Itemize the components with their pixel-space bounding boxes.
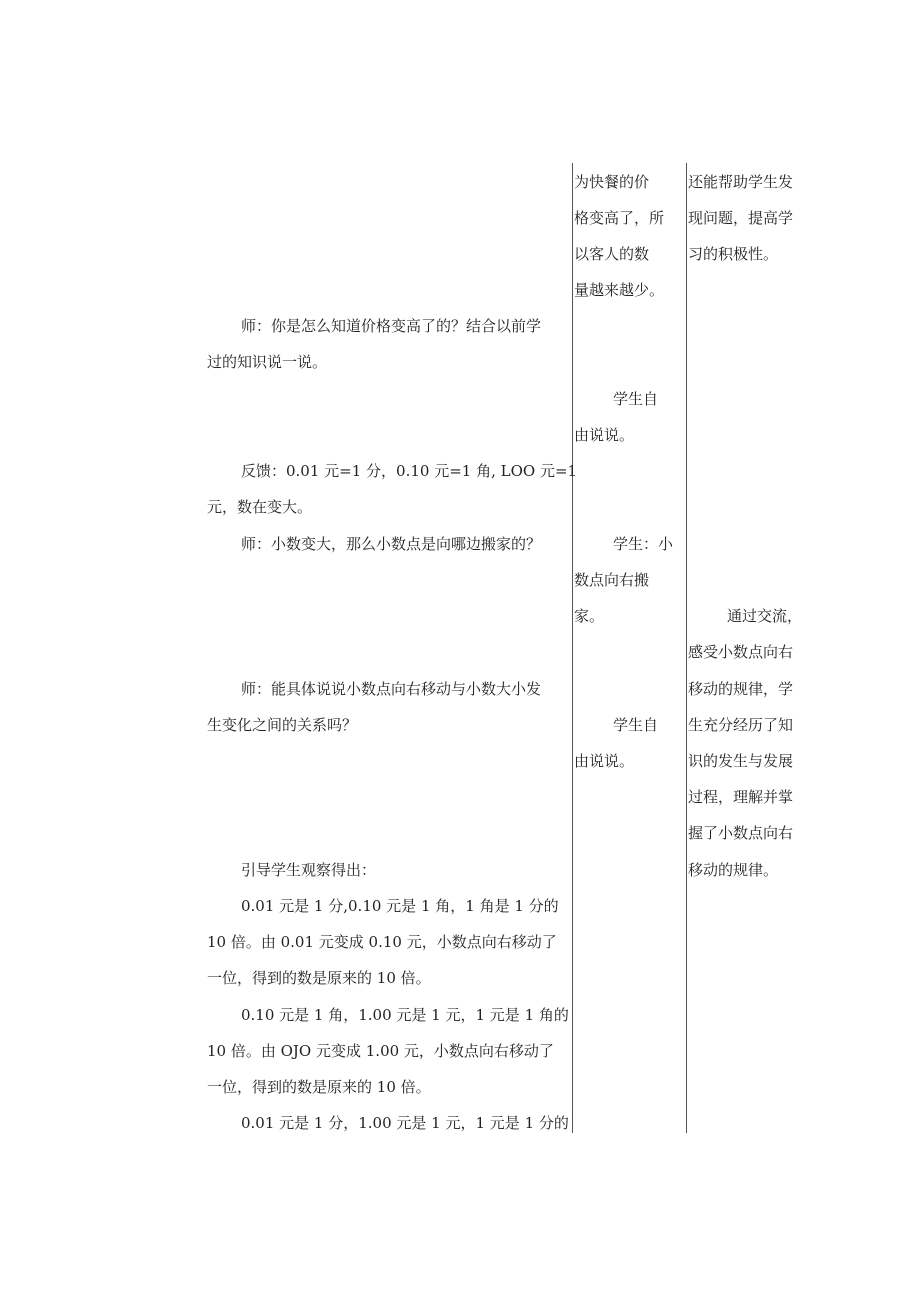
intent-line: 生充分经历了知 bbox=[688, 716, 794, 734]
teacher-line: 一位，得到的数是原来的 10 倍。 bbox=[207, 969, 431, 987]
teacher-line: 0.01 元是 1 分，1.00 元是 1 元，1 元是 1 分的 bbox=[241, 1114, 569, 1132]
intent-line: 移动的规律。 bbox=[688, 861, 779, 879]
intent-line: 通过交流， bbox=[727, 607, 803, 625]
student-line: 为快餐的价 bbox=[574, 173, 650, 191]
teacher-line: 0.01 元是 1 分,0.10 元是 1 角，1 角是 1 分的 bbox=[241, 897, 559, 915]
teacher-line: 一位，得到的数是原来的 10 倍。 bbox=[207, 1078, 431, 1096]
student-line: 以客人的数 bbox=[574, 245, 650, 263]
teacher-line: 师：小数变大，那么小数点是向哪边搬家的？ bbox=[241, 535, 542, 553]
intent-line: 还能帮助学生发 bbox=[688, 173, 794, 191]
intent-line: 识的发生与发展 bbox=[688, 752, 794, 770]
column-divider-left bbox=[572, 163, 573, 1133]
teacher-line: 过的知识说一说。 bbox=[207, 353, 328, 371]
intent-line: 过程，理解并掌 bbox=[688, 788, 794, 806]
student-line: 学生：小 bbox=[613, 535, 674, 553]
teacher-line: 反馈：0.01 元=1 分，0.10 元=1 角, LOO 元=1 bbox=[241, 462, 578, 480]
intent-line: 感受小数点向右 bbox=[688, 643, 794, 661]
intent-line: 握了小数点向右 bbox=[688, 824, 794, 842]
teacher-line: 生变化之间的关系吗？ bbox=[207, 716, 358, 734]
student-line: 学生自 bbox=[613, 390, 659, 408]
teacher-line: 10 倍。由 0.01 元变成 0.10 元，小数点向右移动了 bbox=[207, 933, 557, 951]
student-line: 量越来越少。 bbox=[574, 281, 665, 299]
teacher-line: 0.10 元是 1 角，1.00 元是 1 元，1 元是 1 角的 bbox=[241, 1006, 569, 1024]
intent-line: 习的积极性。 bbox=[688, 245, 779, 263]
column-divider-right bbox=[686, 163, 687, 1133]
student-line: 数点向右搬 bbox=[574, 571, 650, 589]
teacher-line: 10 倍。由 OJO 元变成 1.00 元，小数点向右移动了 bbox=[207, 1042, 554, 1060]
student-line: 由说说。 bbox=[574, 426, 635, 444]
student-line: 学生自 bbox=[613, 716, 659, 734]
teacher-line: 元，数在变大。 bbox=[207, 498, 313, 516]
teacher-line: 引导学生观察得出： bbox=[241, 861, 377, 879]
intent-line: 现问题，提高学 bbox=[688, 209, 794, 227]
student-line: 由说说。 bbox=[574, 752, 635, 770]
teacher-line: 师：能具体说说小数点向右移动与小数大小发 bbox=[241, 680, 542, 698]
teacher-line: 师：你是怎么知道价格变高了的？结合以前学 bbox=[241, 317, 542, 335]
student-line: 家。 bbox=[574, 607, 605, 625]
intent-line: 移动的规律，学 bbox=[688, 680, 794, 698]
student-line: 格变高了，所 bbox=[574, 209, 665, 227]
